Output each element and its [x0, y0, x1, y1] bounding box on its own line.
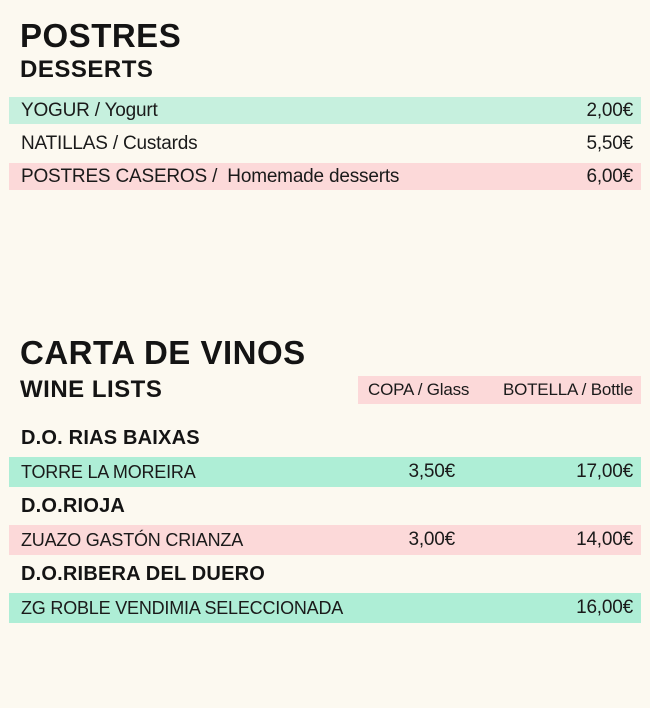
- dessert-price: 5,50€: [586, 132, 633, 154]
- dessert-price: 2,00€: [586, 99, 633, 121]
- wine-region-heading: D.O. RIAS BAIXAS: [21, 427, 200, 449]
- wine-region-heading: D.O.RIBERA DEL DUERO: [21, 563, 266, 585]
- column-header-bottle: BOTELLA / Bottle: [502, 380, 633, 399]
- wines-section: [9, 335, 641, 623]
- wine-row: [9, 593, 641, 623]
- wine-bottle-price: 17,00€: [576, 461, 633, 482]
- wine-column-headers: [358, 376, 641, 404]
- wine-name: TORRE LA MOREIRA: [21, 461, 196, 482]
- wine-bottle-price: 16,00€: [576, 597, 633, 618]
- desserts-list: [9, 97, 641, 190]
- wine-glass-price: 3,00€: [408, 529, 455, 550]
- dessert-row: [9, 97, 641, 124]
- desserts-title-es: POSTRES: [20, 17, 182, 54]
- dessert-name: YOGUR / Yogurt: [21, 99, 158, 121]
- dessert-name: POSTRES CASEROS / Homemade desserts: [21, 165, 400, 187]
- dessert-price: 6,00€: [586, 165, 633, 187]
- desserts-section: [9, 18, 641, 190]
- wine-header-line: [9, 376, 641, 404]
- wine-bottle-price: 14,00€: [576, 529, 633, 550]
- dessert-name: NATILLAS / Custards: [21, 132, 198, 154]
- wine-region-heading: D.O.RIOJA: [21, 495, 126, 517]
- dessert-row: [9, 130, 641, 157]
- wines-title-es: CARTA DE VINOS: [20, 334, 306, 371]
- wine-glass-price: 3,50€: [408, 461, 455, 482]
- wines-title-en: WINE LISTS: [20, 376, 163, 403]
- desserts-title-en: DESSERTS: [20, 56, 154, 83]
- wine-row: [9, 457, 641, 487]
- wine-name: ZG ROBLE VENDIMIA SELECCIONADA: [21, 597, 344, 618]
- wine-name: ZUAZO GASTÓN CRIANZA: [21, 529, 244, 550]
- column-header-glass: COPA / Glass: [368, 380, 470, 399]
- dessert-row: [9, 163, 641, 190]
- wine-row: [9, 525, 641, 555]
